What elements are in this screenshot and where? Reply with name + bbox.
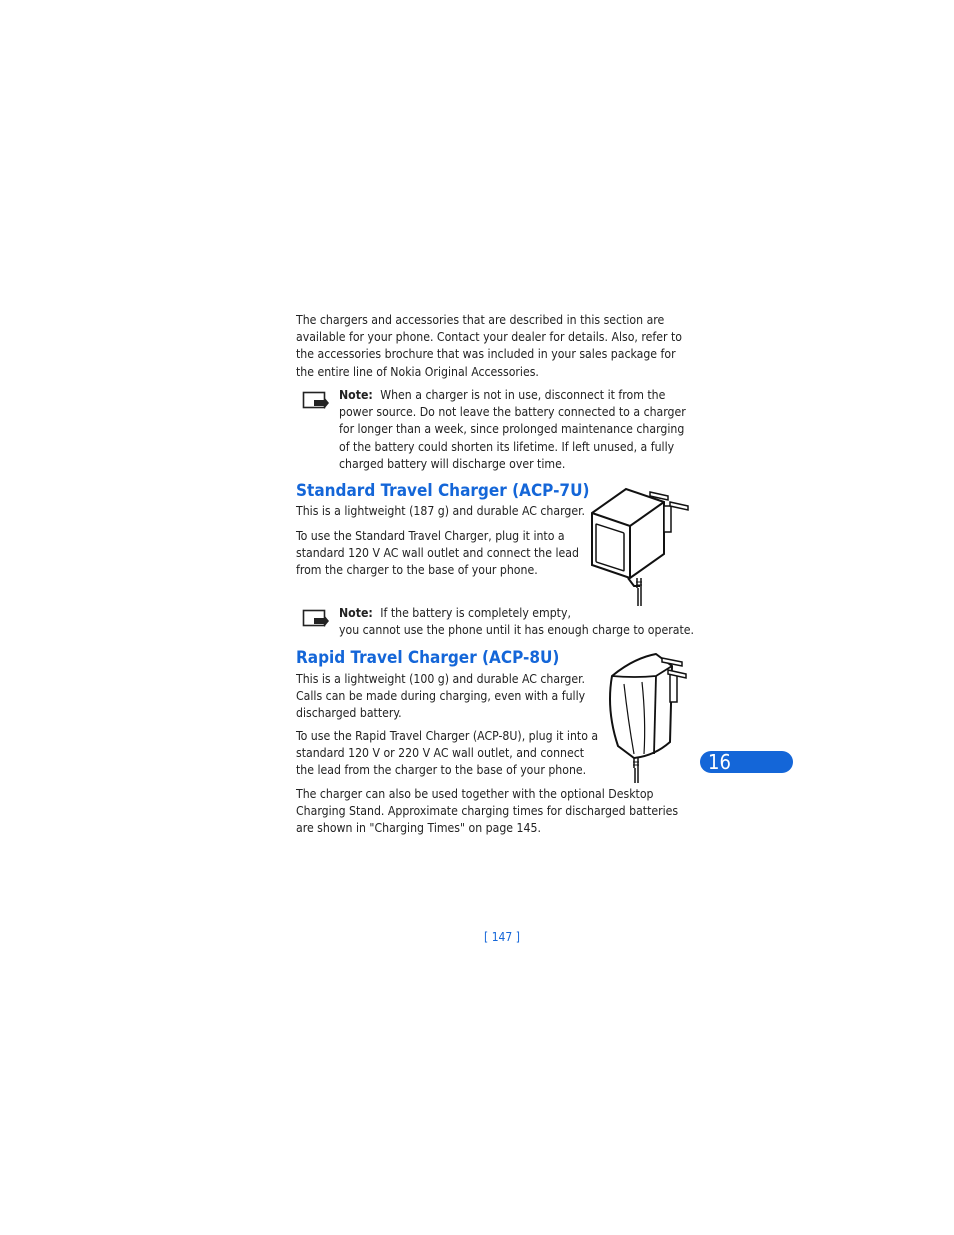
note-2-text: If the battery is completely empty, bbox=[380, 606, 571, 620]
note-2-label: Note: bbox=[339, 606, 373, 620]
standard-charger-heading: Standard Travel Charger (ACP-7U) bbox=[296, 481, 590, 501]
note-1-text: When a charger is not in use, disconnect it from the power source. Do not leave the battery connected to a charger for longer than a week, since prolonged maintenance charging of the battery could shorten its lifetime. If left unused, a fully charged battery will discharge over time. bbox=[339, 388, 686, 471]
note-1 bbox=[339, 387, 695, 473]
rapid-charger-heading: Rapid Travel Charger (ACP-8U) bbox=[296, 648, 560, 668]
page-number: [ 147 ] bbox=[484, 930, 520, 944]
chapter-number: 16 bbox=[708, 750, 731, 774]
note-icon bbox=[302, 391, 330, 411]
rapid-charger-instructions: To use the Rapid Travel Charger (ACP-8U), plug it into a standard 120 V or 220 V AC wall outlet, and connect the lead from the charger to the base of your phone. bbox=[296, 729, 599, 778]
standard-charger-instructions: To use the Standard Travel Charger, plug it into a standard 120 V AC wall outlet and connect the lead from the charger to the base of your phone. bbox=[296, 529, 579, 578]
note-1-label: Note: bbox=[339, 388, 373, 402]
rapid-charger-illustration bbox=[604, 650, 694, 784]
note-2-line-1 bbox=[339, 605, 639, 622]
chapter-tab bbox=[700, 751, 793, 773]
rapid-charger-description: This is a lightweight (100 g) and durable AC charger. Calls can be made during charging, even with a fully discharged battery. bbox=[296, 672, 586, 721]
intro-paragraph: The chargers and accessories that are described in this section are available for your phone. Contact your dealer for details. Also, refer to the accessories brochure that was included in your sales package for the entire line of Nokia Original Accessories. bbox=[296, 313, 682, 379]
rapid-charger-stand-info: The charger can also be used together with the optional Desktop Charging Stand. Approximate charging times for discharged batteries are shown in "Charging Times" on page 145. bbox=[296, 787, 679, 836]
standard-charger-description: This is a lightweight (187 g) and durable AC charger. bbox=[296, 504, 585, 518]
standard-charger-illustration bbox=[584, 486, 696, 608]
note-2-line-2: you cannot use the phone until it has enough charge to operate. bbox=[339, 623, 694, 637]
note-icon bbox=[302, 609, 330, 629]
